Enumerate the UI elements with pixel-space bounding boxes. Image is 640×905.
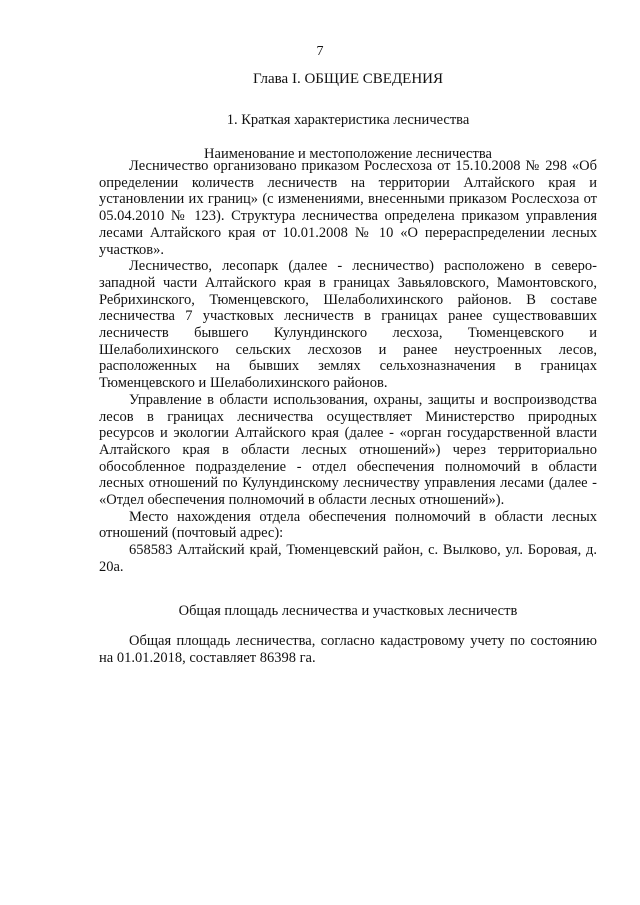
paragraph: 658583 Алтайский край, Тюменцевский район, с. Вылково, ул. Боровая, д. 20а. (99, 542, 597, 575)
paragraph: Место нахождения отдела обеспечения полномочий в области лесных отношений (почтовый адрес): (99, 508, 597, 542)
chapter-title: Глава I. ОБЩИЕ СВЕДЕНИЯ (252, 71, 444, 87)
subsection-body-area (99, 633, 597, 666)
subsection-heading-location: Наименование и местоположение лесничества (204, 146, 492, 162)
section-title: 1. Краткая характеристика лесничества (226, 112, 470, 128)
subsection-body-location (99, 158, 597, 576)
paragraph: Управление в области использования, охраны, защиты и воспроизводства лесов в границах лесничества осуществляет Министерство природных ресурсов и экологии Алтайского края (далее - «орган государственной власти Алтайского края в области лесных отношений») через территориально обособленное подразделение - отдел обеспечения полномочий в области лесных отношений по Кулундинскому лесничеству управления лесами (далее - «Отдел обеспечения полномочий в области лесных отношений»). (99, 391, 597, 509)
paragraph: Общая площадь лесничества, согласно кадастровому учету по состоянию на 01.01.2018, составляет 86398 га. (99, 633, 597, 666)
page-number: 7 (316, 44, 324, 59)
paragraph: Лесничество, лесопарк (далее - лесничество) расположено в северо-западной части Алтайского края в границах Завьяловского, Мамонтовского, Ребрихинского, Тюменцевского, Шелаболихинского районов. В составе лесничества 7 участковых лесничеств в границах ранее существовавших лесничеств бывшего Кулундинского лесхоза, Тюменцевского и Шелаболихинского сельских лесхозов и ранее неустроенных лесов, расположенных на бывших землях сельхозназначения в границах Тюменцевского и Шелаболихинского районов. (99, 258, 597, 392)
subsection-heading-area: Общая площадь лесничества и участковых лесничеств (178, 603, 518, 619)
paragraph: Лесничество организовано приказом Рослесхоза от 15.10.2008 № 298 «Об определении количеств лесничеств на территории Алтайского края и установлении их границ» (с изменениями, внесенными приказом Рослесхоза от 05.04.2010 № 123). Структура лесничества определена приказом управления лесами Алтайского края от 10.01.2008 № 10 «О перераспределении лесных участков». (99, 158, 597, 258)
